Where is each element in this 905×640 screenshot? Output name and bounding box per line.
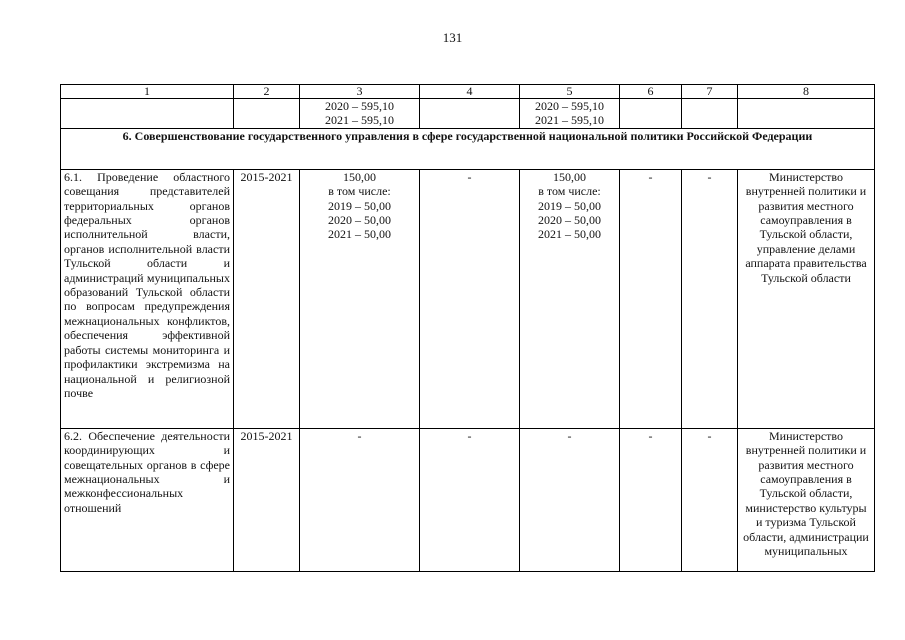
measure-cell: 6.1. Проведение областного совещания представителей территориальных органов федеральных органов исполнительной власти, органов исполнительной власти Тульской области и администраций муниципальных образований Тульской области по вопросам предупреждения межнациональных конфликтов, обеспечения эффективной работы системы мониторинга и профилактики экстремизма на национальной и религиозной почве bbox=[61, 169, 234, 428]
column-number: 4 bbox=[420, 85, 520, 99]
funding-line: 2020 – 595,10 bbox=[535, 99, 604, 113]
column-number: 1 bbox=[61, 85, 234, 99]
table-row bbox=[61, 169, 875, 428]
measure-cell: 6.2. Обеспечение деятельности координирующих и совещательных органов в сфере межнациональных и межконфессиональных отношений bbox=[61, 428, 234, 571]
page-number: 131 bbox=[442, 30, 463, 45]
funding-other-cell: - bbox=[682, 169, 738, 428]
funding-regional-cell: - bbox=[520, 428, 620, 571]
funding-line: в том числе: bbox=[328, 184, 391, 199]
column-number: 3 bbox=[300, 85, 420, 99]
column-number: 7 bbox=[682, 85, 738, 99]
cell-empty bbox=[620, 99, 682, 129]
executor-cell: Министерство внутренней политики и развития местного самоуправления в Тульской области, министерство культуры и туризма Тульской области, администрации муниципальных bbox=[738, 428, 875, 571]
funding-line: 2021 – 50,00 bbox=[328, 227, 391, 242]
funding-federal-cell: - bbox=[420, 428, 520, 571]
column-number: 5 bbox=[520, 85, 620, 99]
section-title: 6. Совершенствование государственного управления в сфере государственной национальной политики Российской Федерации bbox=[61, 128, 875, 169]
cell-empty bbox=[234, 99, 300, 129]
column-number: 8 bbox=[738, 85, 875, 99]
cell-empty bbox=[738, 99, 875, 129]
cell-empty bbox=[682, 99, 738, 129]
continuation-row bbox=[61, 99, 875, 129]
section-heading-row bbox=[61, 128, 875, 169]
period-cell: 2015-2021 bbox=[234, 428, 300, 571]
funding-line: 2021 – 50,00 bbox=[538, 227, 601, 242]
table-row bbox=[61, 428, 875, 571]
funding-line: 2021 – 595,10 bbox=[325, 113, 394, 128]
funding-total-cell bbox=[300, 99, 420, 129]
funding-line: 150,00 bbox=[553, 169, 586, 184]
executor-cell: Министерство внутренней политики и развития местного самоуправления в Тульской области, управление делами аппарата правительства Тульской области bbox=[738, 169, 875, 428]
period-cell: 2015-2021 bbox=[234, 169, 300, 428]
funding-line: 2020 – 50,00 bbox=[328, 213, 391, 228]
funding-line: 2020 – 595,10 bbox=[325, 99, 394, 113]
funding-line: в том числе: bbox=[538, 184, 601, 199]
column-number-row bbox=[61, 85, 875, 99]
program-table bbox=[60, 84, 875, 572]
funding-total-cell: - bbox=[300, 428, 420, 571]
funding-regional-cell bbox=[520, 169, 620, 428]
funding-local-cell: - bbox=[620, 428, 682, 571]
funding-regional-cell bbox=[520, 99, 620, 129]
funding-total-cell bbox=[300, 169, 420, 428]
funding-federal-cell: - bbox=[420, 169, 520, 428]
funding-other-cell: - bbox=[682, 428, 738, 571]
funding-line: 2019 – 50,00 bbox=[538, 198, 601, 213]
column-number: 6 bbox=[620, 85, 682, 99]
funding-local-cell: - bbox=[620, 169, 682, 428]
funding-line: 2019 – 50,00 bbox=[328, 198, 391, 213]
cell-empty bbox=[420, 99, 520, 129]
column-number: 2 bbox=[234, 85, 300, 99]
funding-line: 2020 – 50,00 bbox=[538, 213, 601, 228]
funding-line: 150,00 bbox=[343, 169, 376, 184]
cell-empty bbox=[61, 99, 234, 129]
funding-line: 2021 – 595,10 bbox=[535, 113, 604, 128]
